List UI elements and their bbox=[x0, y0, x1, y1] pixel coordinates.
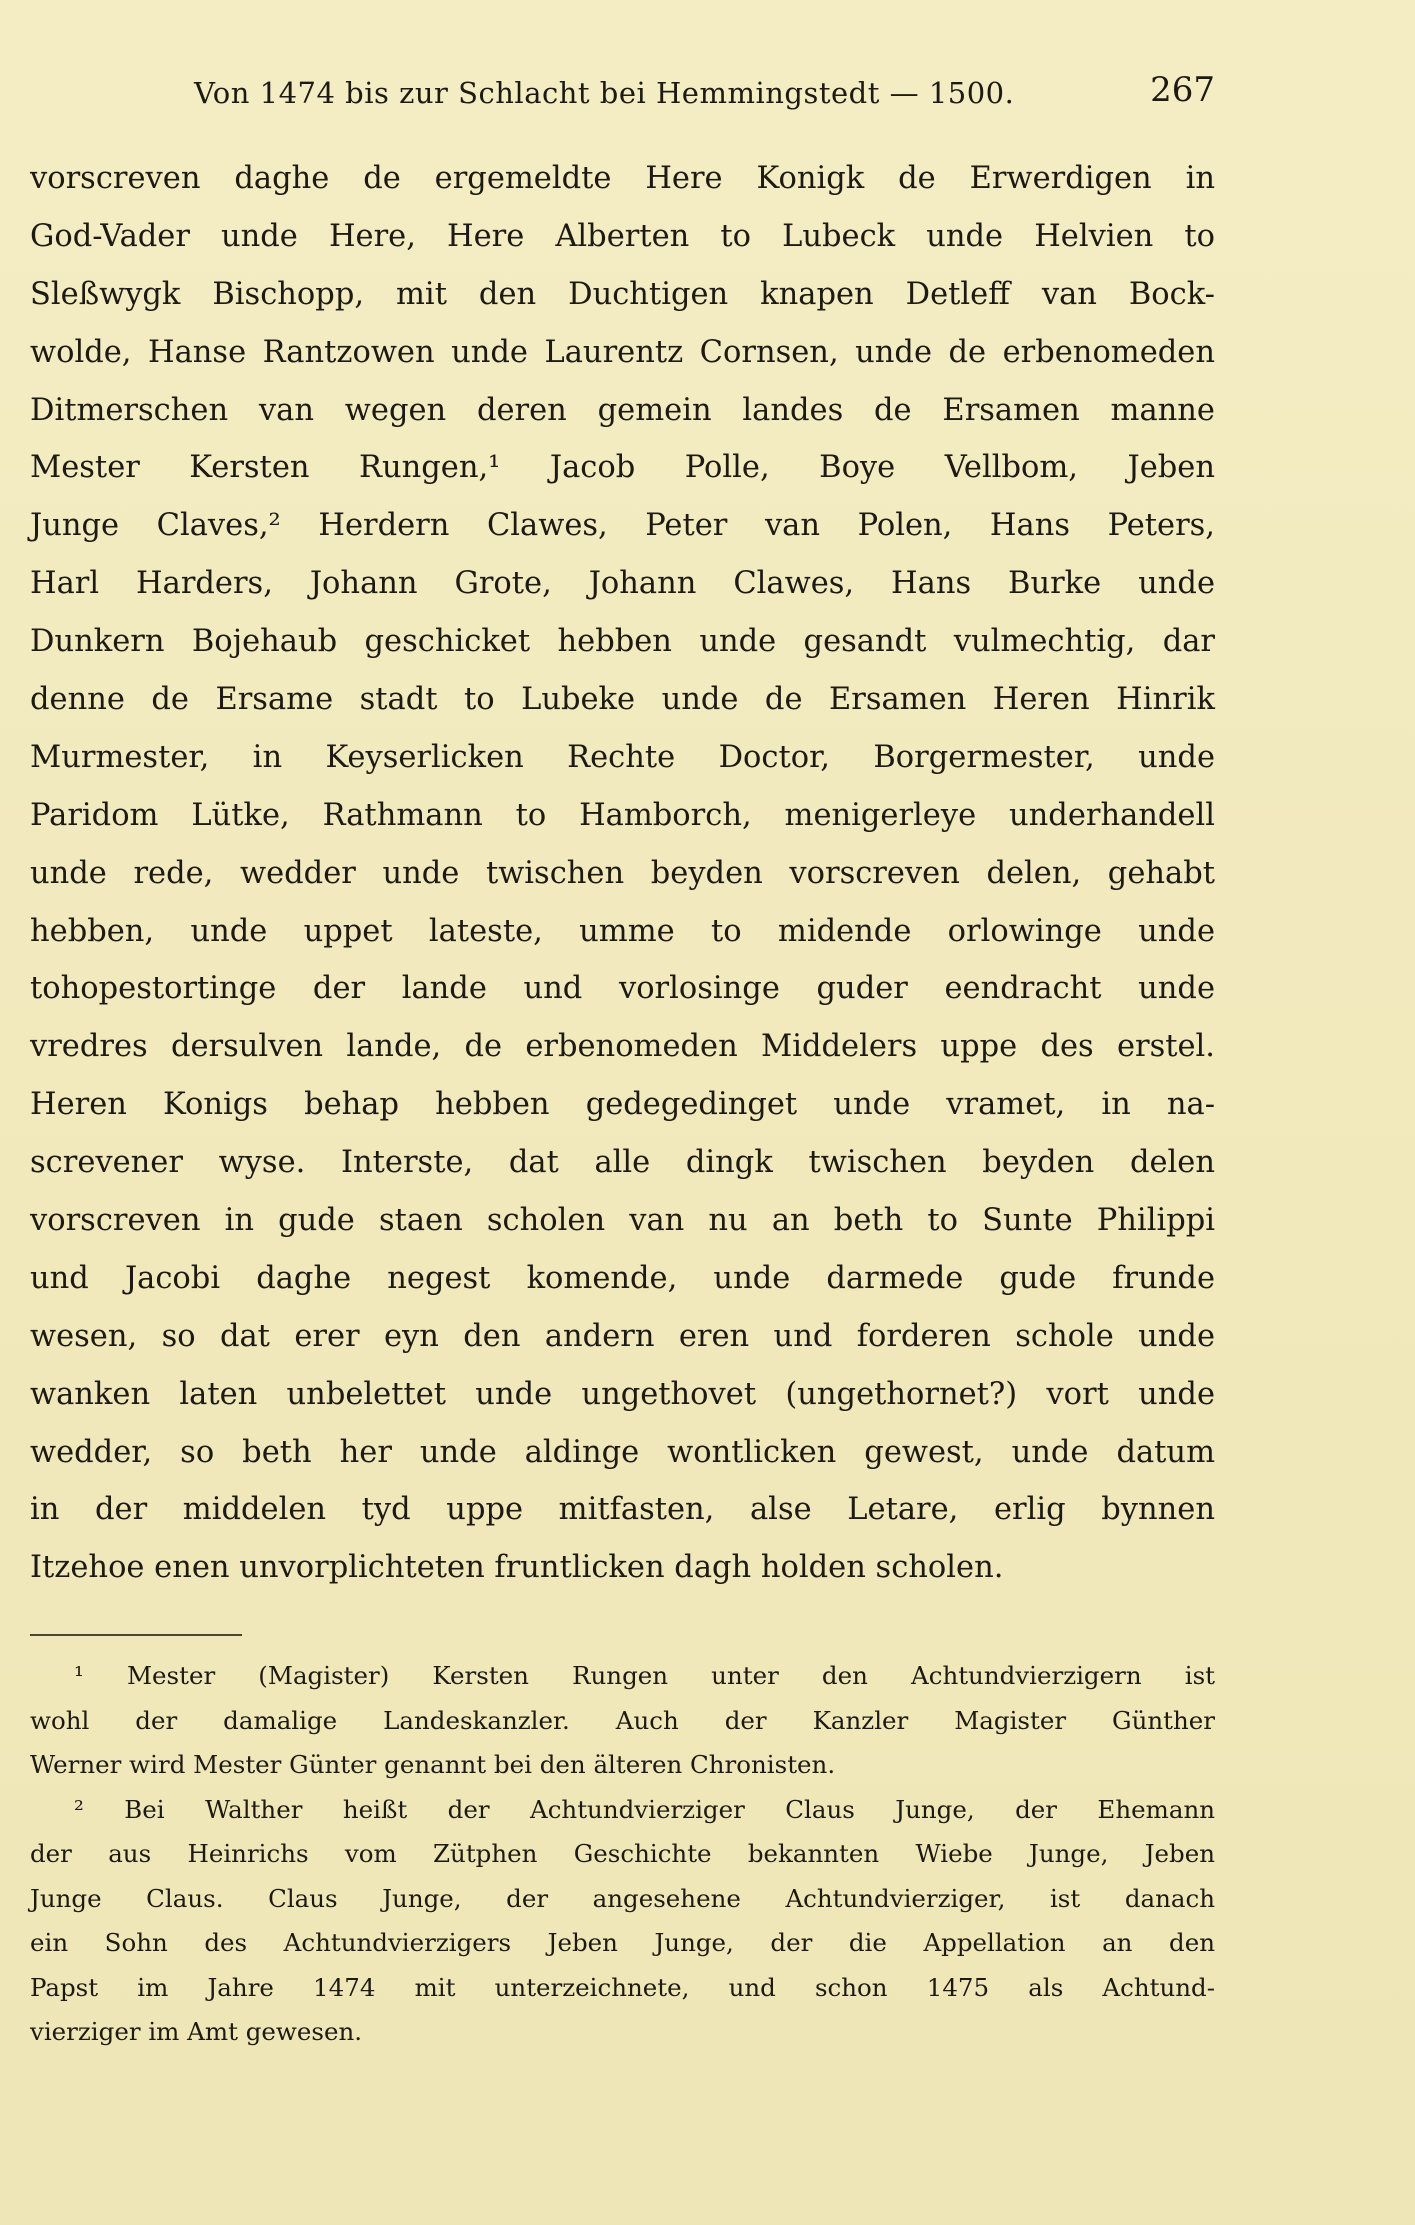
text-line: Harl Harders, Johann Grote, Johann Clawes, Hans Burke unde bbox=[30, 566, 1215, 602]
footnote-line: ¹ Mester (Magister) Kersten Rungen unter den Achtundvierzigern ist bbox=[74, 1661, 1215, 1690]
text-line: vorscreven in gude staen scholen van nu an beth to Sunte Philippi bbox=[30, 1203, 1215, 1239]
text-line: screvener wyse. Interste, dat alle dingk twischen beyden delen bbox=[30, 1145, 1215, 1181]
footnote-line: Junge Claus. Claus Junge, der angesehene Achtundvierziger, ist danach bbox=[30, 1883, 1215, 1913]
running-head bbox=[30, 68, 1215, 118]
text-line: vredres dersulven lande, de erbenomeden Middelers uppe des erstel. bbox=[30, 1029, 1215, 1065]
footnote-line: vierziger im Amt gewesen. bbox=[30, 2017, 363, 2046]
text-line: Paridom Lütke, Rathmann to Hamborch, menigerleye underhandell bbox=[30, 797, 1215, 833]
text-line: Ditmerschen van wegen deren gemein landes de Ersamen manne bbox=[30, 392, 1215, 428]
footnote-line: Papst im Jahre 1474 mit unterzeichnete, und schon 1475 als Achtund- bbox=[30, 1972, 1215, 2002]
text-line: hebben, unde uppet lateste, umme to midende orlowinge unde bbox=[30, 913, 1215, 949]
footnote-line: ² Bei Walther heißt der Achtundvierziger Claus Junge, der Ehemann bbox=[74, 1794, 1215, 1824]
footnote-line: wohl der damalige Landeskanzler. Auch der Kanzler Magister Günther bbox=[30, 1705, 1215, 1735]
text-line: God-Vader unde Here, Here Alberten to Lubeck unde Helvien to bbox=[30, 218, 1215, 254]
text-line: wolde, Hanse Rantzowen unde Laurentz Cornsen, unde de erbenomeden bbox=[30, 334, 1215, 370]
footnotes bbox=[30, 1654, 1215, 2055]
text-line: denne de Ersame stadt to Lubeke unde de Ersamen Heren Hinrik bbox=[30, 682, 1215, 718]
text-line: vorscreven daghe de ergemeldte Here Konigk de Erwerdigen in bbox=[30, 161, 1215, 196]
text-line: Heren Konigs behap hebben gedegedinget unde vramet, in na- bbox=[30, 1087, 1215, 1123]
text-line: Mester Kersten Rungen,¹ Jacob Polle, Boye Vellbom, Jeben bbox=[30, 450, 1215, 486]
text-line: Itzehoe enen unvorplichteten fruntlicken dagh holden scholen. bbox=[30, 1550, 1004, 1586]
text-line: wanken laten unbelettet unde ungethovet (ungethornet?) vort unde bbox=[30, 1376, 1215, 1412]
text-line: Dunkern Bojehaub geschicket hebben unde gesandt vulmechtig, dar bbox=[30, 624, 1215, 660]
text-line: wedder, so beth her unde aldinge wontlicken gewest, unde datum bbox=[30, 1434, 1215, 1470]
text-line: tohopestortinge der lande und vorlosinge guder eendracht unde bbox=[30, 971, 1215, 1007]
text-line: und Jacobi daghe negest komende, unde darmede gude frunde bbox=[30, 1260, 1215, 1296]
text-line: Junge Claves,² Herdern Clawes, Peter van Polen, Hans Peters, bbox=[30, 508, 1215, 544]
footnote-line: der aus Heinrichs vom Zütphen Geschichte bekannten Wiebe Junge, Jeben bbox=[30, 1839, 1215, 1868]
text-line: in der middelen tyd uppe mitfasten, alse Letare, erlig bynnen bbox=[30, 1492, 1215, 1528]
footnote-line: Werner wird Mester Günter genannt bei den älteren Chronisten. bbox=[30, 1750, 836, 1779]
footnote-divider bbox=[30, 1634, 242, 1636]
page-number: 267 bbox=[1150, 70, 1215, 110]
text-line: wesen, so dat erer eyn den andern eren und forderen schole unde bbox=[30, 1318, 1215, 1354]
main-text bbox=[30, 150, 1215, 1597]
text-line: unde rede, wedder unde twischen beyden vorscreven delen, gehabt bbox=[30, 855, 1215, 891]
running-head-title: Von 1474 bis zur Schlacht bei Hemmingstedt — 1500. bbox=[194, 76, 1015, 110]
text-line: Sleßwygk Bischopp, mit den Duchtigen knapen Detleff van Bock- bbox=[30, 276, 1215, 312]
text-line: Murmester, in Keyserlicken Rechte Doctor, Borgermester, unde bbox=[30, 739, 1215, 775]
footnote-line: ein Sohn des Achtundvierzigers Jeben Junge, der die Appellation an den bbox=[30, 1928, 1215, 1957]
